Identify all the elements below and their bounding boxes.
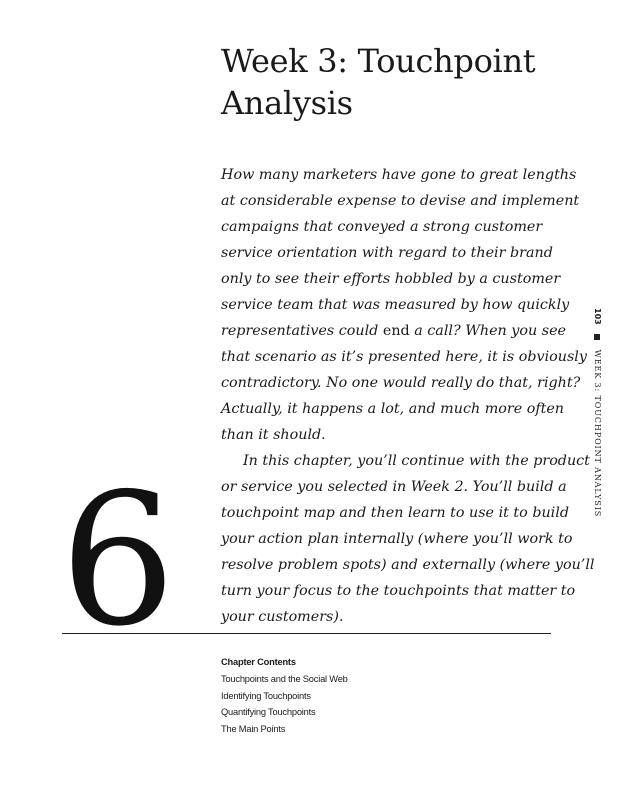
list-item: Quantifying Touchpoints — [221, 707, 316, 718]
chapter-number: 6 — [60, 454, 176, 666]
intro-line-end: a call? When you see — [414, 323, 566, 339]
square-bullet-icon — [594, 334, 600, 340]
intro-line: How many marketers have gone to great lengths — [221, 167, 577, 183]
intro-paragraph-1 — [221, 162, 587, 448]
chapter-title — [221, 40, 551, 124]
intro-line: Actually, it happens a lot, and much more often — [221, 401, 565, 417]
list-item: Identifying Touchpoints — [221, 690, 311, 701]
list-item: Touchpoints and the Social Web — [221, 673, 348, 684]
chapter-contents-list — [221, 671, 348, 738]
intro-line: that scenario as it’s presented here, it is obviously — [221, 349, 587, 365]
intro-line: In this chapter, you’ll continue with the product — [243, 453, 590, 469]
emphasized-word: end — [382, 323, 410, 339]
intro-line-start: representatives could — [221, 323, 379, 339]
running-header-tab — [588, 308, 602, 517]
list-item: The Main Points — [221, 724, 286, 735]
intro-line: than it should. — [221, 427, 326, 443]
chapter-title-line: Analysis — [221, 84, 353, 122]
intro-line: touchpoint map and then learn to use it to build — [221, 505, 569, 521]
page-number: 103 — [593, 308, 602, 325]
intro-line: or service you selected in Week 2. You’ll build a — [221, 479, 567, 495]
intro-line: service orientation with regard to their brand — [221, 245, 553, 261]
intro-line: campaigns that conveyed a strong customer — [221, 219, 543, 235]
intro-line: at considerable expense to devise and implement — [221, 193, 580, 209]
chapter-title-line: Week 3: Touchpoint — [221, 42, 536, 80]
intro-line: turn your focus to the touchpoints that matter to — [221, 583, 576, 599]
intro-line: contradictory. No one would really do that, right? — [221, 375, 581, 391]
intro-line: your action plan internally (where you’ll work to — [221, 531, 573, 547]
intro-line — [221, 318, 566, 344]
chapter-intro — [221, 162, 595, 630]
intro-line: service team that was measured by how quickly — [221, 297, 570, 313]
chapter-contents-heading: Chapter Contents — [221, 657, 296, 667]
divider — [62, 633, 551, 634]
intro-line: only to see their efforts hobbled by a customer — [221, 271, 561, 287]
intro-line: your customers). — [221, 609, 344, 625]
intro-paragraph-2 — [221, 448, 595, 630]
intro-line: resolve problem spots) and externally (where you’ll — [221, 557, 595, 573]
running-title: WEEK 3: TOUCHPOINT ANALYSIS — [593, 349, 602, 518]
chapter-contents — [221, 654, 348, 738]
